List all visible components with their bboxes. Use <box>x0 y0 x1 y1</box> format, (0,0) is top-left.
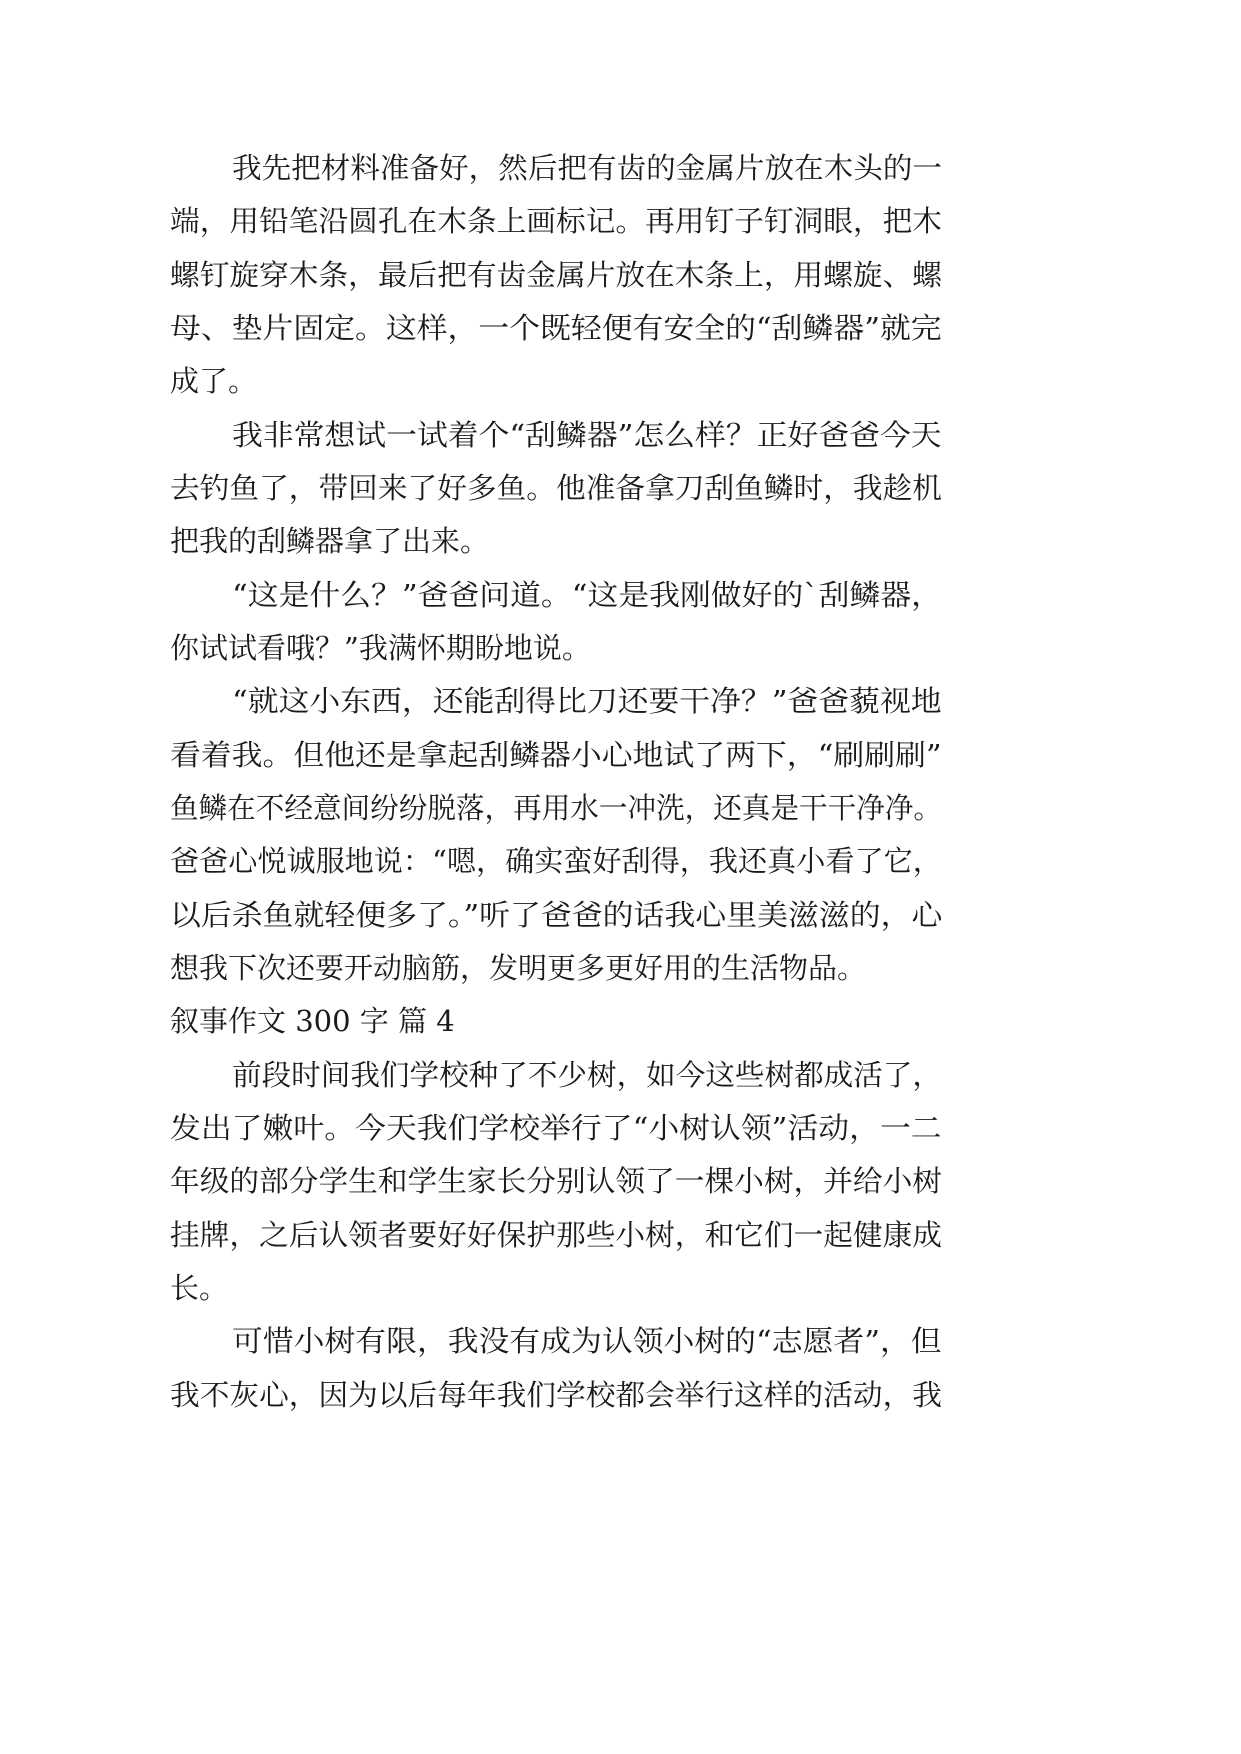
paragraph-6-line-2: 我不灰心，因为以后每年我们学校都会举行这样的活动，我 <box>170 1378 943 1412</box>
paragraph-4-line-4: 爸爸心悦诚服地说：“嗯，确实蛮好刮得，我还真小看了它， <box>170 844 942 878</box>
paragraph-4-line-6: 想我下次还要开动脑筋，发明更多更好用的生活物品。 <box>170 951 867 985</box>
paragraph-5-line-2: 发出了嫩叶。今天我们学校举行了“小树认领”活动，一二 <box>170 1111 942 1145</box>
paragraph-1-line-1: 我先把材料准备好，然后把有齿的金属片放在木头的一 <box>232 151 943 185</box>
section-heading: 叙事作文 300 字 篇 4 <box>170 1004 455 1038</box>
paragraph-5-line-4: 挂牌，之后认领者要好好保护那些小树，和它们一起健康成 <box>170 1218 943 1252</box>
paragraph-6-line-1: 可惜小树有限，我没有成为认领小树的“志愿者”，但 <box>232 1324 942 1358</box>
paragraph-5-line-3: 年级的部分学生和学生家长分别认领了一棵小树，并给小树 <box>170 1164 943 1198</box>
paragraph-5-line-1: 前段时间我们学校种了不少树，如今这些树都成活了， <box>232 1058 943 1092</box>
paragraph-3-line-2: 你试试看哦？”我满怀期盼地说。 <box>170 631 591 665</box>
paragraph-5-line-5: 长。 <box>170 1271 229 1305</box>
paragraph-2-line-1: 我非常想试一试着个“刮鳞器”怎么样？正好爸爸今天 <box>232 418 942 452</box>
paragraph-1-line-5: 成了。 <box>170 364 258 398</box>
paragraph-4-line-1: “就这小东西，还能刮得比刀还要干净？”爸爸藐视地 <box>232 684 942 718</box>
paragraph-1-line-3: 螺钉旋穿木条，最后把有齿金属片放在木条上，用螺旋、螺 <box>170 258 943 292</box>
paragraph-1-line-4: 母、垫片固定。这样，一个既轻便有安全的“刮鳞器”就完 <box>170 311 942 345</box>
paragraph-4-line-5: 以后杀鱼就轻便多了。”听了爸爸的话我心里美滋滋的，心 <box>170 898 943 932</box>
paragraph-2-line-2: 去钓鱼了，带回来了好多鱼。他准备拿刀刮鱼鳞时，我趁机 <box>170 471 943 505</box>
paragraph-3-line-1: “这是什么？”爸爸问道。“这是我刚做好的`刮鳞器， <box>232 578 942 612</box>
paragraph-2-line-3: 把我的刮鳞器拿了出来。 <box>170 524 490 558</box>
paragraph-4-line-2: 看着我。但他还是拿起刮鳞器小心地试了两下，“刷刷刷” <box>170 738 942 772</box>
paragraph-1-line-2: 端，用铅笔沿圆孔在木条上画标记。再用钉子钉洞眼，把木 <box>170 204 943 238</box>
paragraph-4-line-3: 鱼鳞在不经意间纷纷脱落，再用水一冲洗，还真是干干净净。 <box>170 791 943 825</box>
